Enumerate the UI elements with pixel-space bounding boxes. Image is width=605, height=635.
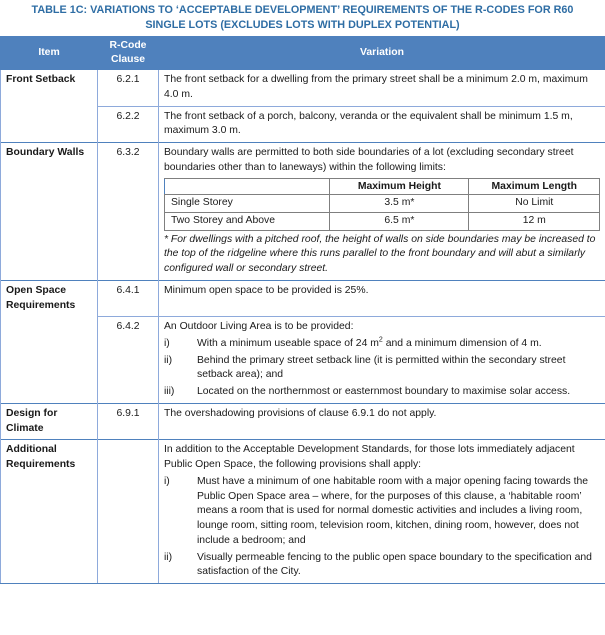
list-item bbox=[164, 475, 600, 549]
table-header-row bbox=[1, 37, 605, 70]
list-text: Visually permeable fencing to the public open space boundary to the specification and satisfaction of the City. bbox=[197, 551, 592, 578]
header-variation: Variation bbox=[159, 37, 605, 70]
limits-row-height: 3.5 m* bbox=[330, 195, 469, 213]
header-clause: R-Code Clause bbox=[98, 37, 159, 70]
clause-cell: 6.9.1 bbox=[98, 403, 159, 440]
list-text: With a minimum useable space of 24 $m^2$ and a minimum dimension of 4 m. bbox=[197, 336, 542, 349]
table-row bbox=[1, 143, 605, 281]
limits-row bbox=[165, 195, 600, 213]
boundary-walls-intro: Boundary walls are permitted to both side boundaries of a lot (excluding secondary street boundaries other than to laneways) within the following limits: bbox=[164, 147, 574, 173]
list-marker: ii) bbox=[164, 551, 173, 563]
variation-cell bbox=[159, 440, 605, 584]
list-marker: ii) bbox=[164, 354, 173, 366]
table-title: TABLE 1C: VARIATIONS TO ‘ACCEPTABLE DEVELOPMENT’ REQUIREMENTS OF THE R-CODES FOR R60 SINGLE LOTS (EXCLUDES LOTS WITH DUPLEX POTENTIAL) bbox=[31, 4, 574, 31]
table-row bbox=[1, 280, 605, 316]
limits-row-height: 6.5 m* bbox=[330, 212, 469, 230]
limits-row-label: Single Storey bbox=[165, 195, 330, 213]
clause-cell: 6.3.2 bbox=[98, 143, 159, 281]
variation-cell bbox=[159, 143, 605, 281]
item-blank bbox=[1, 316, 98, 403]
variations-table bbox=[0, 36, 605, 584]
list-item bbox=[164, 551, 600, 581]
table-row bbox=[1, 70, 605, 107]
limits-table bbox=[164, 178, 600, 231]
limits-header-height: Maximum Height bbox=[330, 178, 469, 195]
list-text: Behind the primary street setback line (it is permitted within the secondary street setback area); and bbox=[197, 354, 566, 381]
table-row bbox=[1, 403, 605, 440]
clause-cell bbox=[98, 440, 159, 584]
list-item bbox=[164, 385, 600, 400]
clause-cell: 6.4.2 bbox=[98, 316, 159, 403]
limits-row-length: 12 m bbox=[469, 212, 600, 230]
variation-cell bbox=[159, 316, 605, 403]
list-marker: i) bbox=[164, 475, 170, 487]
variation-cell: The front setback of a porch, balcony, veranda or the equivalent shall be minimum 1.5 m, maximum 3.0 m. bbox=[159, 106, 605, 143]
list-item bbox=[164, 337, 600, 352]
limits-row-label: Two Storey and Above bbox=[165, 212, 330, 230]
limits-row bbox=[165, 212, 600, 230]
list-marker: i) bbox=[164, 337, 170, 349]
additional-intro: In addition to the Acceptable Development Standards, for those lots immediately adjacent Public Open Space, the following provisions shall apply: bbox=[164, 444, 575, 471]
limits-header-length: Maximum Length bbox=[469, 178, 600, 195]
table-row bbox=[1, 316, 605, 403]
clause-cell: 6.2.1 bbox=[98, 70, 159, 107]
pitched-roof-note: * For dwellings with a pitched roof, the height of walls on side boundaries may be increased to the top of the ridgeline where this runs parallel to the front boundary and will abut a similarly configured wall or secondary street. bbox=[164, 233, 596, 275]
clause-cell: 6.2.2 bbox=[98, 106, 159, 143]
table-row bbox=[1, 440, 605, 584]
list-item bbox=[164, 354, 600, 384]
outdoor-living-intro: An Outdoor Living Area is to be provided: bbox=[164, 320, 354, 332]
list-text: Located on the northernmost or easternmost boundary to maximise solar access. bbox=[197, 386, 571, 398]
item-front-setback: Front Setback bbox=[1, 70, 98, 143]
item-open-space: Open Space Requirements bbox=[1, 280, 98, 316]
limits-header-blank bbox=[165, 178, 330, 195]
variation-cell: The overshadowing provisions of clause 6.9.1 do not apply. bbox=[159, 403, 605, 440]
variation-cell: The front setback for a dwelling from the primary street shall be a minimum 2.0 m, maximum 4.0 m. bbox=[159, 70, 605, 107]
item-boundary-walls: Boundary Walls bbox=[1, 143, 98, 281]
limits-row-length: No Limit bbox=[469, 195, 600, 213]
list-marker: iii) bbox=[164, 386, 175, 398]
clause-cell: 6.4.1 bbox=[98, 280, 159, 316]
item-design-climate: Design for Climate bbox=[1, 403, 98, 440]
variation-cell: Minimum open space to be provided is 25%. bbox=[159, 280, 605, 316]
header-item: Item bbox=[1, 37, 98, 70]
list-text: Must have a minimum of one habitable room with a major opening facing towards the Public Open Space area – where, for the purposes of this clause, a ‘habitable room’ means a room that is used for normal domestic activities and includes a living room, lounge room, sitting room, television room, kitchen, dining room, however, does not include a bedroom; and bbox=[197, 475, 589, 546]
item-additional: Additional Requirements bbox=[1, 440, 98, 584]
